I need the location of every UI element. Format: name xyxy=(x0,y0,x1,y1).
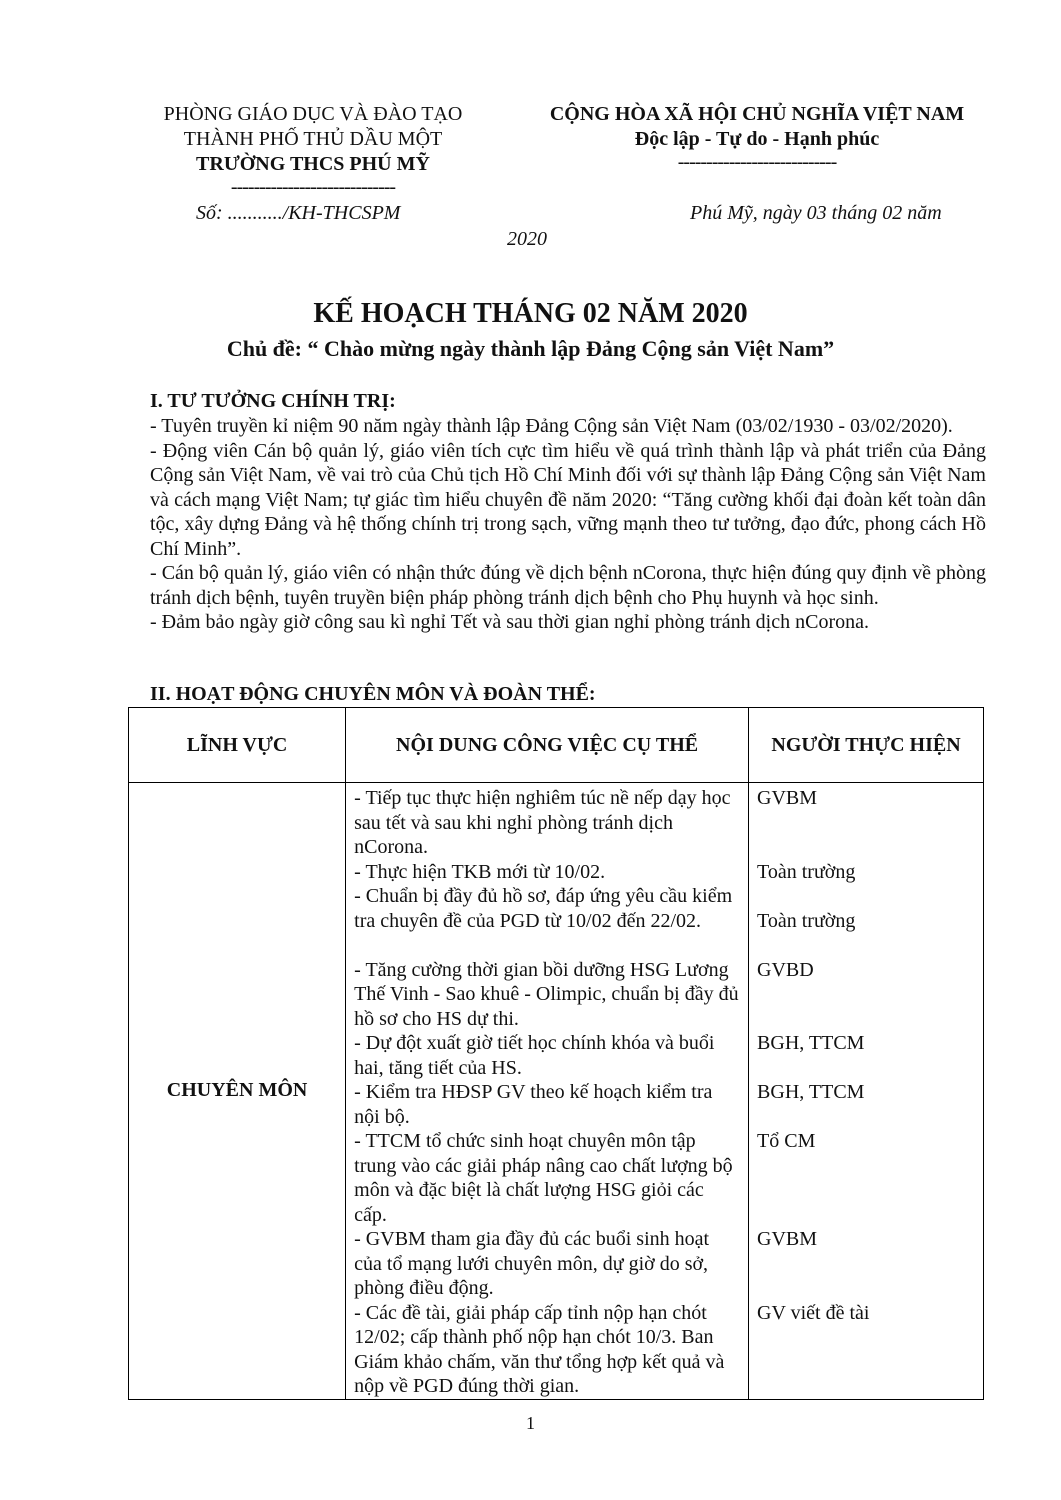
persons-cell xyxy=(749,783,984,1400)
section-1-paragraph: - Động viên Cán bộ quản lý, giáo viên tích cực tìm hiểu về quá trình thành lập và phát triển của Đảng Cộng sản Việt Nam, về vai trò của Chủ tịch Hồ Chí Minh đối với sự thành lập Đảng Cộng sản Việt Nam và cách mạng Việt Nam; tự giác tìm hiểu chuyên đề năm 2020: “Tăng cường khối đại đoàn kết toàn dân tộc, xây dựng Đảng và hệ thống chính trị trong sạch, vững mạnh theo tư tưởng, đạo đức, phong cách Hồ Chí Minh”. xyxy=(150,439,986,560)
page-number: 1 xyxy=(526,1413,535,1433)
tasks-cell xyxy=(346,783,749,1400)
field-cell: CHUYÊN MÔN xyxy=(129,783,346,1400)
country-name: CỘNG HÒA XÃ HỘI CHỦ NGHĨA VIỆT NAM xyxy=(549,103,965,125)
person-item: Tổ CM xyxy=(757,1130,816,1152)
task-item: - Kiểm tra HĐSP GV theo kế hoạch kiểm tra nội bộ. xyxy=(354,1081,713,1128)
document-subtitle: Chủ đề: “ Chào mừng ngày thành lập Đảng Cộng sản Việt Nam” xyxy=(226,336,835,361)
task-item: - Tiếp tục thực hiện nghiêm túc nề nếp dạy học sau tết và sau khi nghỉ phòng tránh dịch nCorona. xyxy=(354,787,731,858)
task-item: - Chuẩn bị đầy đủ hồ sơ, đáp ứng yêu cầu kiểm tra chuyên đề của PGD từ 10/02 đến 22/02. xyxy=(354,885,733,932)
person-item: Toàn trường xyxy=(757,909,856,932)
task-item: - Tăng cường thời gian bồi dưỡng HSG Lương Thế Vinh - Sao khuê - Olimpic, chuẩn bị đầy đủ hồ sơ cho HS dự thi. xyxy=(354,958,739,1030)
person-item: GVBD xyxy=(757,958,814,981)
table-row xyxy=(129,783,984,1400)
person-item: GVBM xyxy=(757,787,818,809)
section-1-paragraph: - Tuyên truyền kỉ niệm 90 năm ngày thành lập Đảng Cộng sản Việt Nam (03/02/1930 - 03/02/2020). xyxy=(150,415,953,437)
task-item: - Các đề tài, giải pháp cấp tỉnh nộp hạn chót 12/02; cấp thành phố nộp hạn chót 10/3. Ban Giám khảo chấm, văn thư tổng hợp kết quả và nộp về PGD đúng thời gian. xyxy=(354,1301,725,1397)
person-item: Toàn trường xyxy=(757,860,856,883)
column-header-field: LĨNH VỰC xyxy=(129,708,346,783)
person-item: GV viết đề tài xyxy=(757,1301,870,1324)
table-header-row xyxy=(129,708,984,783)
section-1-heading: I. TƯ TƯỞNG CHÍNH TRỊ: xyxy=(150,390,396,412)
task-item: - GVBM tham gia đầy đủ các buổi sinh hoạt của tổ mạng lưới chuyên môn, dự giờ do sở, phòng điều động. xyxy=(354,1228,710,1299)
section-1-body xyxy=(150,414,986,635)
issue-year: 2020 xyxy=(507,228,547,250)
header-right-divider: ---------------------------- xyxy=(677,151,837,173)
section-1-paragraph: - Cán bộ quản lý, giáo viên có nhận thức đúng về dịch bệnh nCorona, thực hiện đúng quy định về phòng tránh dịch bệnh, tuyên truyền biện pháp phòng tránh dịch bệnh cho Phụ huynh và học sinh. xyxy=(150,562,986,609)
school-name: TRƯỜNG THCS PHÚ MỸ xyxy=(196,153,430,175)
city-name: THÀNH PHỐ THỦ DẦU MỘT xyxy=(183,128,443,150)
activity-table xyxy=(128,707,984,1400)
person-item: BGH, TTCM xyxy=(757,1032,865,1054)
task-item: - TTCM tổ chức sinh hoạt chuyên môn tập trung vào các giải pháp nâng cao chất lượng bộ môn và đặc biệt là chất lượng HSG giỏi các cấp. xyxy=(354,1130,733,1226)
document-title: KẾ HOẠCH THÁNG 02 NĂM 2020 xyxy=(313,298,748,329)
header-left-divider: ----------------------------- xyxy=(230,176,396,198)
task-item: - Dự đột xuất giờ tiết học chính khóa và buổi hai, tăng tiết của HS. xyxy=(354,1032,715,1079)
agency-name: PHÒNG GIÁO DỤC VÀ ĐÀO TẠO xyxy=(163,103,463,125)
national-motto: Độc lập - Tự do - Hạnh phúc xyxy=(634,128,880,150)
task-item: - Thực hiện TKB mới từ 10/02. xyxy=(354,860,606,883)
section-2-heading: II. HOẠT ĐỘNG CHUYÊN MÔN VÀ ĐOÀN THỂ: xyxy=(150,683,596,705)
person-item: GVBM xyxy=(757,1228,818,1250)
document-number: Số: .........../KH-THCSPM xyxy=(196,202,401,224)
column-header-persons: NGƯỜI THỰC HIỆN xyxy=(749,708,984,783)
issue-date: Phú Mỹ, ngày 03 tháng 02 năm xyxy=(690,202,942,224)
person-item: BGH, TTCM xyxy=(757,1081,865,1103)
column-header-tasks: NỘI DUNG CÔNG VIỆC CỤ THỂ xyxy=(346,708,749,783)
section-1-paragraph: - Đảm bảo ngày giờ công sau kì nghỉ Tết và sau thời gian nghỉ phòng tránh dịch nCorona. xyxy=(150,611,869,633)
